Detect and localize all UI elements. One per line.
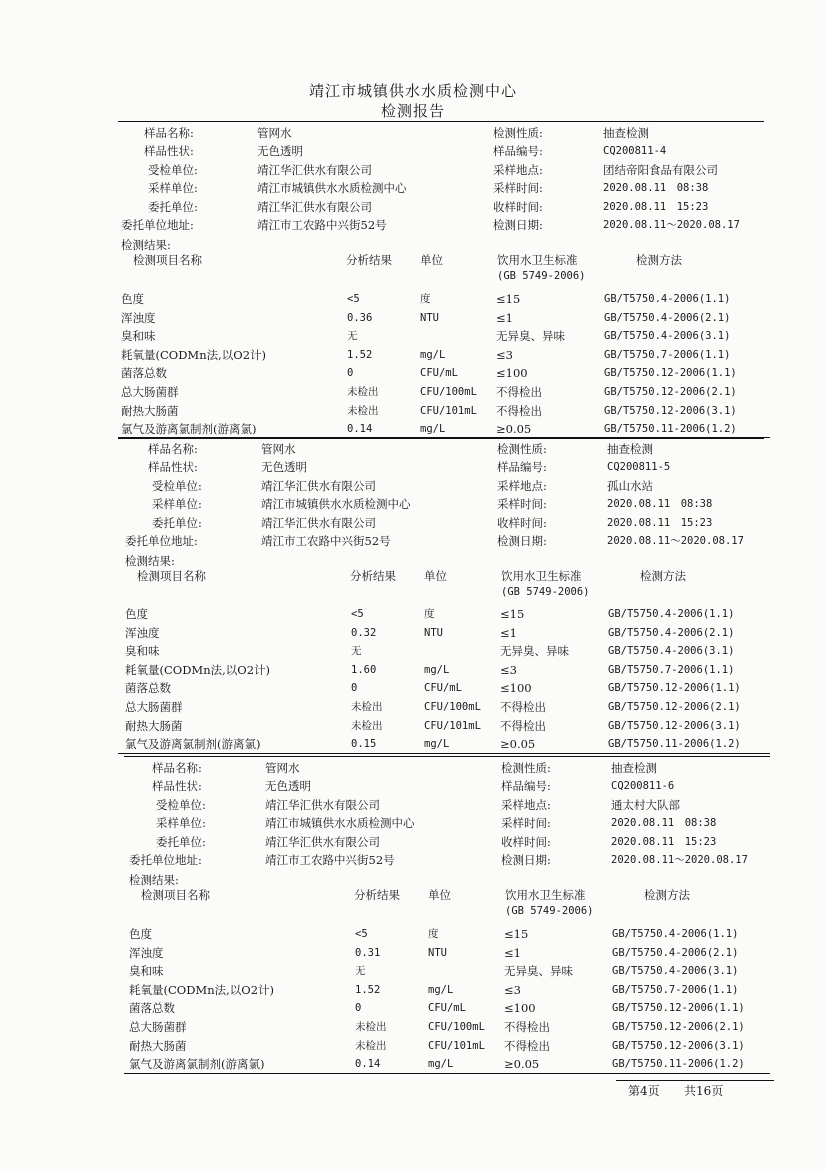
result-unit: CFU/mL [428, 1002, 466, 1015]
result-method: GB/T5750.12-2006(1.1) [612, 1002, 745, 1015]
info-value-sample-name: 管网水 [257, 126, 292, 140]
result-value: <5 [351, 608, 364, 620]
result-value: 0.14 [347, 423, 373, 436]
result-unit: NTU [420, 311, 439, 324]
info-value-sampling-unit: 靖江市城镇供水水质检测中心 [265, 816, 415, 831]
info-label-sample-name: 样品名称: [152, 761, 202, 775]
col-header-standard-code: (GB 5749-2006) [505, 905, 594, 917]
info-value-client-address: 靖江市工农路中兴街52号 [257, 218, 387, 232]
info-label-sampling-time: 采样时间: [497, 497, 547, 512]
col-header-result: 分析结果 [350, 569, 396, 583]
info-value-inspected-unit: 靖江华汇供水有限公司 [257, 162, 372, 177]
info-label-sample-state: 样品性状: [144, 144, 194, 159]
sample-top-rule [118, 121, 764, 122]
info-value-test-date: 2020.08.11～2020.08.17 [603, 219, 740, 231]
col-header-standard: 饮用水卫生标准 [505, 888, 586, 902]
result-unit: CFU/mL [420, 367, 458, 380]
result-method: GB/T5750.12-2006(2.1) [612, 1021, 745, 1033]
results-title: 检测结果: [129, 873, 179, 887]
result-item: 耐热大肠菌 [129, 1038, 187, 1053]
result-standard: ≤15 [500, 607, 525, 621]
info-label-receive-time: 收样时间: [501, 834, 551, 849]
result-method: GB/T5750.4-2006(1.1) [604, 293, 731, 305]
result-method: GB/T5750.12-2006(3.1) [604, 404, 737, 417]
info-value-sampling-site: 团结帝阳食品有限公司 [603, 162, 718, 177]
sample-bottom-rule [124, 1073, 770, 1074]
info-label-test-nature: 检测性质: [493, 126, 543, 140]
info-value-inspected-unit: 靖江华汇供水有限公司 [265, 797, 380, 812]
col-header-item: 检测项目名称 [133, 253, 202, 267]
sample-top-rule [118, 437, 770, 438]
result-method: GB/T5750.7-2006(1.1) [612, 983, 739, 996]
result-standard: 不得检出 [504, 1020, 550, 1034]
result-unit: mg/L [420, 423, 446, 436]
result-value: 0.31 [355, 946, 381, 959]
col-header-item: 检测项目名称 [141, 888, 210, 902]
info-value-sample-state: 无色透明 [261, 460, 307, 475]
info-label-sampling-site: 采样地点: [497, 478, 547, 493]
info-value-sample-no: CQ200811-6 [611, 780, 675, 793]
result-value: 未检出 [347, 386, 379, 398]
result-unit: mg/L [428, 1058, 454, 1071]
result-standard: ≤100 [504, 1001, 536, 1016]
col-header-unit: 单位 [424, 569, 447, 583]
result-standard: ≥0.05 [500, 737, 536, 752]
info-value-sample-no: CQ200811-5 [607, 461, 671, 474]
col-header-method: 检测方法 [640, 569, 686, 583]
result-value: 1.52 [355, 983, 381, 996]
result-unit: NTU [428, 946, 447, 959]
result-standard: 不得检出 [500, 700, 546, 714]
info-value-receive-time: 2020.08.11 15:23 [607, 516, 713, 529]
info-label-receive-time: 收样时间: [493, 199, 543, 214]
info-label-test-date: 检测日期: [497, 534, 547, 548]
result-item: 氯气及游离氯制剂(游离氯) [125, 737, 261, 752]
result-item: 菌落总数 [129, 1001, 175, 1016]
result-method: GB/T5750.11-2006(1.2) [604, 423, 737, 436]
result-item: 色度 [121, 292, 144, 306]
result-value: 未检出 [347, 404, 379, 417]
result-item: 氯气及游离氯制剂(游离氯) [121, 422, 257, 437]
result-method: GB/T5750.4-2006(2.1) [608, 626, 735, 639]
info-label-sample-name: 样品名称: [148, 442, 198, 456]
result-unit: mg/L [420, 348, 446, 361]
info-value-sampling-unit: 靖江市城镇供水水质检测中心 [257, 181, 407, 196]
result-value: 0 [351, 682, 358, 695]
info-label-sampling-unit: 采样单位: [148, 181, 198, 196]
info-label-sampling-time: 采样时间: [493, 181, 543, 196]
info-label-inspected-unit: 受检单位: [156, 797, 206, 812]
result-unit: 度 [420, 293, 431, 305]
info-value-test-nature: 抽查检测 [611, 761, 657, 775]
result-unit: CFU/101mL [424, 719, 481, 732]
info-label-sampling-site: 采样地点: [501, 797, 551, 812]
info-label-client-address: 委托单位地址: [121, 218, 194, 232]
info-label-receive-time: 收样时间: [497, 515, 547, 530]
result-standard: ≤1 [504, 945, 521, 960]
result-method: GB/T5750.4-2006(3.1) [612, 965, 739, 978]
info-value-sampling-site: 孤山水站 [607, 478, 653, 493]
result-item: 臭和味 [129, 964, 164, 979]
info-value-sampling-time: 2020.08.11 08:38 [603, 182, 709, 195]
result-method: GB/T5750.4-2006(3.1) [604, 330, 731, 343]
info-value-inspected-unit: 靖江华汇供水有限公司 [261, 478, 376, 493]
col-header-standard-code: (GB 5749-2006) [501, 586, 590, 598]
result-method: GB/T5750.12-2006(3.1) [608, 719, 741, 732]
col-header-result: 分析结果 [346, 253, 392, 267]
result-standard: ≤1 [500, 625, 517, 640]
result-standard: ≤100 [496, 366, 528, 381]
result-item: 耗氧量(CODMn法,以O2计) [125, 662, 271, 677]
info-value-test-nature: 抽查检测 [603, 126, 649, 140]
result-value: 0 [347, 367, 354, 380]
result-standard: 无异臭、异味 [500, 644, 569, 659]
result-value: 1.52 [347, 348, 373, 361]
result-item: 浑浊度 [121, 310, 156, 325]
result-item: 耗氧量(CODMn法,以O2计) [129, 982, 275, 997]
result-value: 无 [351, 645, 362, 658]
col-header-unit: 单位 [420, 253, 443, 267]
info-value-client-address: 靖江市工农路中兴街52号 [261, 534, 391, 548]
result-standard: ≤15 [496, 292, 521, 306]
result-standard: 不得检出 [496, 403, 542, 418]
result-value: <5 [355, 928, 368, 940]
info-value-client-address: 靖江市工农路中兴街52号 [265, 853, 395, 867]
result-unit: CFU/mL [424, 682, 462, 695]
info-value-sampling-time: 2020.08.11 08:38 [611, 817, 717, 830]
footer-rule [616, 1080, 774, 1081]
result-value: 未检出 [351, 719, 383, 732]
info-label-test-date: 检测日期: [501, 853, 551, 867]
info-label-sampling-unit: 采样单位: [152, 497, 202, 512]
result-standard: ≤1 [496, 310, 513, 325]
result-value: 无 [347, 330, 358, 343]
result-unit: CFU/101mL [428, 1039, 485, 1052]
info-value-sample-no: CQ200811-4 [603, 145, 667, 158]
result-standard: 无异臭、异味 [496, 329, 565, 344]
result-item: 耗氧量(CODMn法,以O2计) [121, 347, 267, 362]
info-label-client-unit: 委托单位: [156, 834, 206, 849]
result-value: 未检出 [355, 1021, 387, 1033]
footer-page: 第4页 [628, 1084, 660, 1098]
info-label-client-address: 委托单位地址: [125, 534, 198, 548]
result-item: 浑浊度 [129, 945, 164, 960]
info-label-sampling-time: 采样时间: [501, 816, 551, 831]
info-value-test-date: 2020.08.11～2020.08.17 [607, 535, 744, 547]
info-value-sampling-site: 通太村大队部 [611, 797, 680, 812]
result-unit: mg/L [424, 738, 450, 751]
result-standard: ≥0.05 [504, 1057, 540, 1072]
result-standard: 不得检出 [500, 718, 546, 733]
info-value-client-unit: 靖江华汇供水有限公司 [261, 515, 376, 530]
result-method: GB/T5750.7-2006(1.1) [608, 663, 735, 676]
result-item: 氯气及游离氯制剂(游离氯) [129, 1057, 265, 1072]
result-value: 无 [355, 965, 366, 978]
result-value: 0.36 [347, 311, 373, 324]
result-value: 未检出 [351, 701, 383, 713]
result-method: GB/T5750.12-2006(2.1) [608, 701, 741, 713]
info-value-sample-name: 管网水 [261, 442, 296, 456]
result-standard: ≤3 [500, 662, 517, 677]
info-label-sample-no: 样品编号: [493, 144, 543, 159]
results-title: 检测结果: [125, 554, 175, 568]
col-header-item: 检测项目名称 [137, 569, 206, 583]
info-label-sample-no: 样品编号: [497, 460, 547, 475]
result-value: 0 [355, 1002, 362, 1015]
info-label-inspected-unit: 受检单位: [152, 478, 202, 493]
result-standard: 无异臭、异味 [504, 964, 573, 979]
result-value: 未检出 [355, 1039, 387, 1052]
info-label-client-address: 委托单位地址: [129, 853, 202, 867]
result-value: 1.60 [351, 663, 377, 676]
result-item: 臭和味 [121, 329, 156, 344]
result-item: 耐热大肠菌 [121, 403, 179, 418]
result-item: 总大肠菌群 [125, 700, 183, 714]
result-value: <5 [347, 293, 360, 305]
result-method: GB/T5750.12-2006(1.1) [608, 682, 741, 695]
result-method: GB/T5750.11-2006(1.2) [608, 738, 741, 751]
col-header-standard: 饮用水卫生标准 [497, 253, 578, 267]
result-value: 0.32 [351, 626, 377, 639]
info-value-sample-state: 无色透明 [257, 144, 303, 159]
info-value-sampling-time: 2020.08.11 08:38 [607, 498, 713, 511]
sample-top-rule [124, 756, 770, 757]
result-item: 菌落总数 [121, 366, 167, 381]
sample-bottom-rule [118, 753, 770, 754]
col-header-standard: 饮用水卫生标准 [501, 569, 582, 583]
info-value-sample-state: 无色透明 [265, 779, 311, 794]
result-standard: ≥0.05 [496, 422, 532, 437]
result-unit: CFU/100mL [420, 386, 477, 398]
result-unit: CFU/100mL [428, 1021, 485, 1033]
info-value-test-nature: 抽查检测 [607, 442, 653, 456]
result-value: 0.15 [351, 738, 377, 751]
result-standard: ≤3 [504, 982, 521, 997]
result-item: 色度 [129, 927, 152, 941]
result-method: GB/T5750.4-2006(1.1) [612, 928, 739, 940]
result-item: 浑浊度 [125, 625, 160, 640]
info-label-test-nature: 检测性质: [501, 761, 551, 775]
col-header-method: 检测方法 [644, 888, 690, 902]
footer-total: 共16页 [684, 1084, 724, 1098]
result-standard: 不得检出 [504, 1038, 550, 1053]
result-method: GB/T5750.12-2006(1.1) [604, 367, 737, 380]
result-method: GB/T5750.4-2006(2.1) [604, 311, 731, 324]
result-standard: ≤100 [500, 681, 532, 696]
result-unit: NTU [424, 626, 443, 639]
info-value-client-unit: 靖江华汇供水有限公司 [257, 199, 372, 214]
result-method: GB/T5750.4-2006(2.1) [612, 946, 739, 959]
info-label-sample-state: 样品性状: [152, 779, 202, 794]
result-unit: mg/L [428, 983, 454, 996]
info-value-receive-time: 2020.08.11 15:23 [603, 200, 709, 213]
result-unit: 度 [424, 608, 435, 620]
col-header-method: 检测方法 [636, 253, 682, 267]
result-unit: mg/L [424, 663, 450, 676]
result-method: GB/T5750.7-2006(1.1) [604, 348, 731, 361]
info-label-inspected-unit: 受检单位: [148, 162, 198, 177]
result-item: 菌落总数 [125, 681, 171, 696]
info-value-client-unit: 靖江华汇供水有限公司 [265, 834, 380, 849]
col-header-standard-code: (GB 5749-2006) [497, 270, 586, 282]
info-label-client-unit: 委托单位: [148, 199, 198, 214]
info-label-sampling-unit: 采样单位: [156, 816, 206, 831]
result-method: GB/T5750.12-2006(3.1) [612, 1039, 745, 1052]
result-item: 臭和味 [125, 644, 160, 659]
result-method: GB/T5750.11-2006(1.2) [612, 1058, 745, 1071]
result-unit: CFU/101mL [420, 404, 477, 417]
info-label-test-nature: 检测性质: [497, 442, 547, 456]
info-label-sample-no: 样品编号: [501, 779, 551, 794]
info-label-test-date: 检测日期: [493, 218, 543, 232]
result-item: 总大肠菌群 [129, 1020, 187, 1034]
result-method: GB/T5750.4-2006(3.1) [608, 645, 735, 658]
info-value-sample-name: 管网水 [265, 761, 300, 775]
info-label-sampling-site: 采样地点: [493, 162, 543, 177]
info-value-test-date: 2020.08.11～2020.08.17 [611, 854, 748, 866]
result-item: 色度 [125, 607, 148, 621]
result-value: 0.14 [355, 1058, 381, 1071]
result-item: 总大肠菌群 [121, 385, 179, 399]
results-title: 检测结果: [121, 238, 171, 252]
info-value-receive-time: 2020.08.11 15:23 [611, 835, 717, 848]
result-unit: CFU/100mL [424, 701, 481, 713]
result-standard: ≤3 [496, 347, 513, 362]
result-standard: ≤15 [504, 927, 529, 941]
result-unit: 度 [428, 928, 439, 940]
result-standard: 不得检出 [496, 385, 542, 399]
col-header-unit: 单位 [428, 888, 451, 902]
result-method: GB/T5750.4-2006(1.1) [608, 608, 735, 620]
result-method: GB/T5750.12-2006(2.1) [604, 386, 737, 398]
result-item: 耐热大肠菌 [125, 718, 183, 733]
col-header-result: 分析结果 [354, 888, 400, 902]
info-label-client-unit: 委托单位: [152, 515, 202, 530]
info-value-sampling-unit: 靖江市城镇供水水质检测中心 [261, 497, 411, 512]
info-label-sample-name: 样品名称: [144, 126, 194, 140]
info-label-sample-state: 样品性状: [148, 460, 198, 475]
report-subtitle: 检测报告 [380, 102, 445, 120]
report-title: 靖江市城镇供水水质检测中心 [308, 82, 517, 100]
